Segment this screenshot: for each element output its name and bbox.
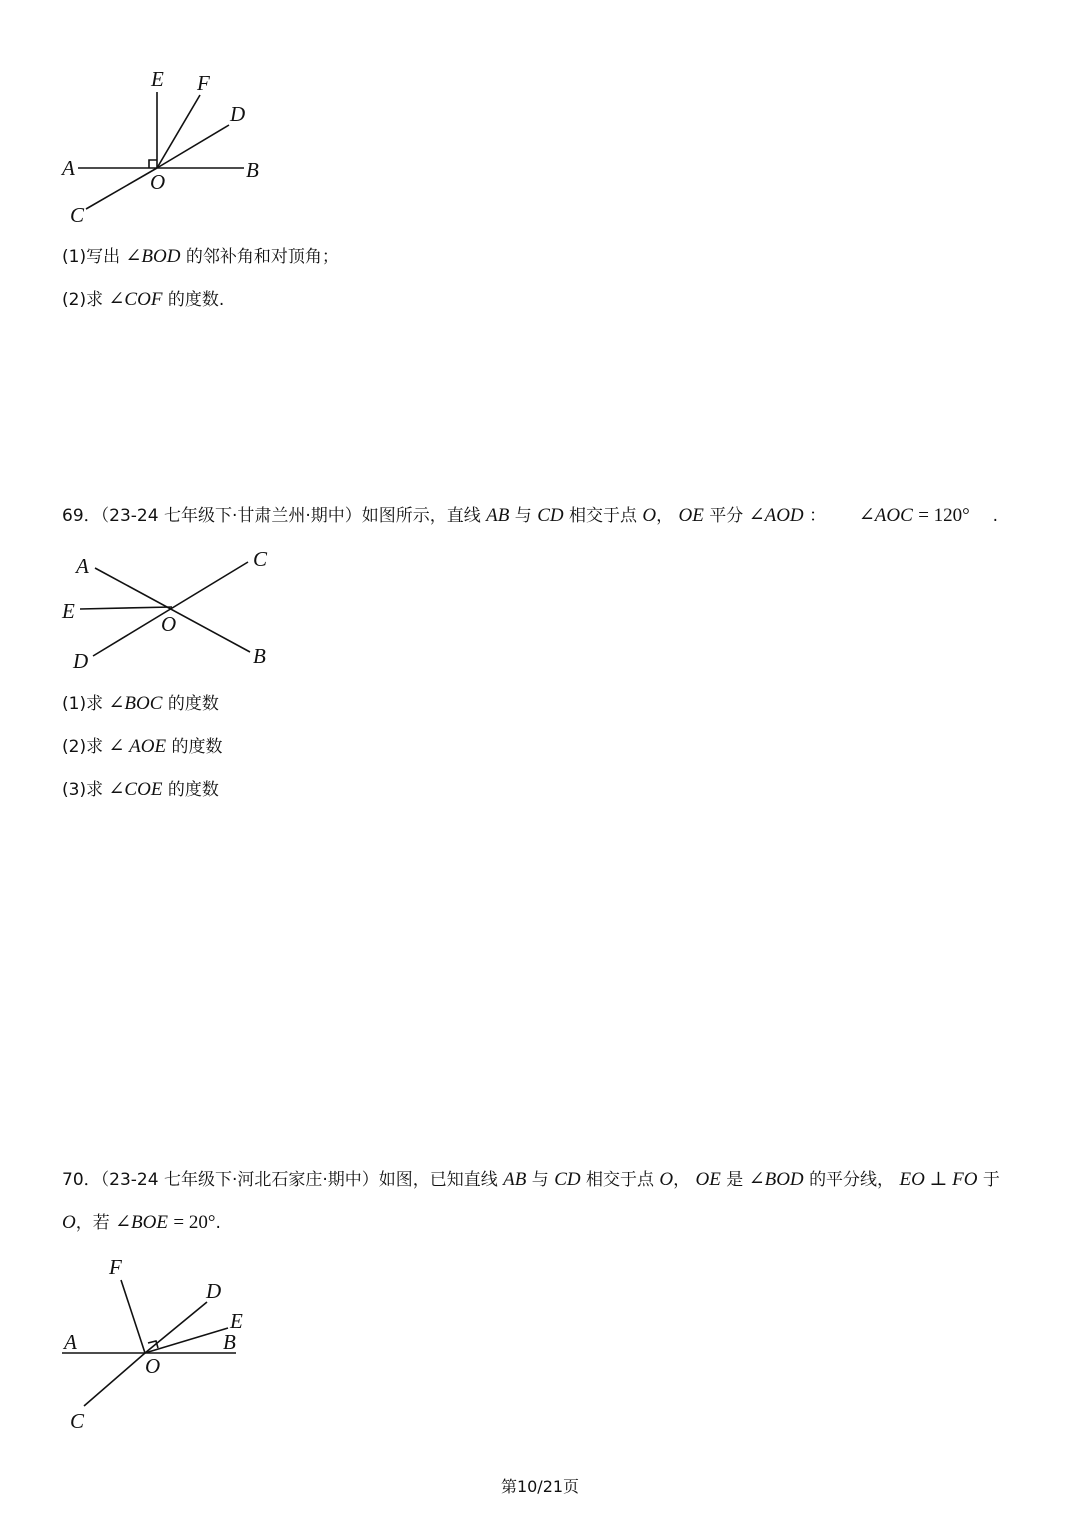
ray-oe-70 <box>145 1328 228 1353</box>
label-o: O <box>150 170 166 194</box>
label-c-70: C <box>70 1409 85 1433</box>
label-e: E <box>151 67 164 91</box>
q68-part1: (1)写出 ∠BOD 的邻补角和对顶角； <box>62 246 339 267</box>
q69-part3: (3)求 ∠COE 的度数 <box>62 779 219 800</box>
label-b-70: B <box>223 1330 236 1354</box>
q69-part1: (1)求 ∠BOC 的度数 <box>62 693 219 714</box>
ray-oc-70 <box>84 1353 145 1406</box>
label-b-69: B <box>253 644 266 668</box>
q70-stem-line2: O，若 ∠BOE = 20°. <box>62 1212 221 1233</box>
label-a-70: A <box>64 1330 77 1354</box>
q68-part2: (2)求 ∠COF 的度数. <box>62 289 225 310</box>
label-d-69: D <box>73 649 89 673</box>
label-d-70: D <box>206 1279 222 1303</box>
q69-stem: 69．（23-24 七年级下·甘肃兰州·期中）如图所示，直线 AB 与 CD 相交于点 O， OE 平分 ∠AOD ： ∠AOC = 120° . <box>62 505 998 526</box>
label-o-70: O <box>145 1354 161 1378</box>
label-e-69: E <box>62 599 75 623</box>
q70-stem-line1: 70．（23-24 七年级下·河北石家庄·期中）如图，已知直线 AB 与 CD 相交于点 O， OE 是 ∠BOD 的平分线， EO ⊥ FO 于 <box>62 1169 1000 1190</box>
q69-part2: (2)求 ∠ AOE 的度数 <box>62 736 223 757</box>
label-e-70: E <box>230 1309 243 1333</box>
label-o-69: O <box>161 612 177 636</box>
label-f: F <box>197 71 210 95</box>
label-a: A <box>62 156 75 180</box>
label-f-70: F <box>109 1255 122 1279</box>
ray-od-70 <box>145 1302 207 1353</box>
label-d: D <box>230 102 246 126</box>
label-c: C <box>70 203 85 227</box>
label-c-69: C <box>253 547 268 571</box>
label-a-69: A <box>76 554 89 578</box>
ray-of-70 <box>121 1280 145 1353</box>
page-number: 第10/21页 <box>500 1477 580 1496</box>
label-b: B <box>246 158 259 182</box>
